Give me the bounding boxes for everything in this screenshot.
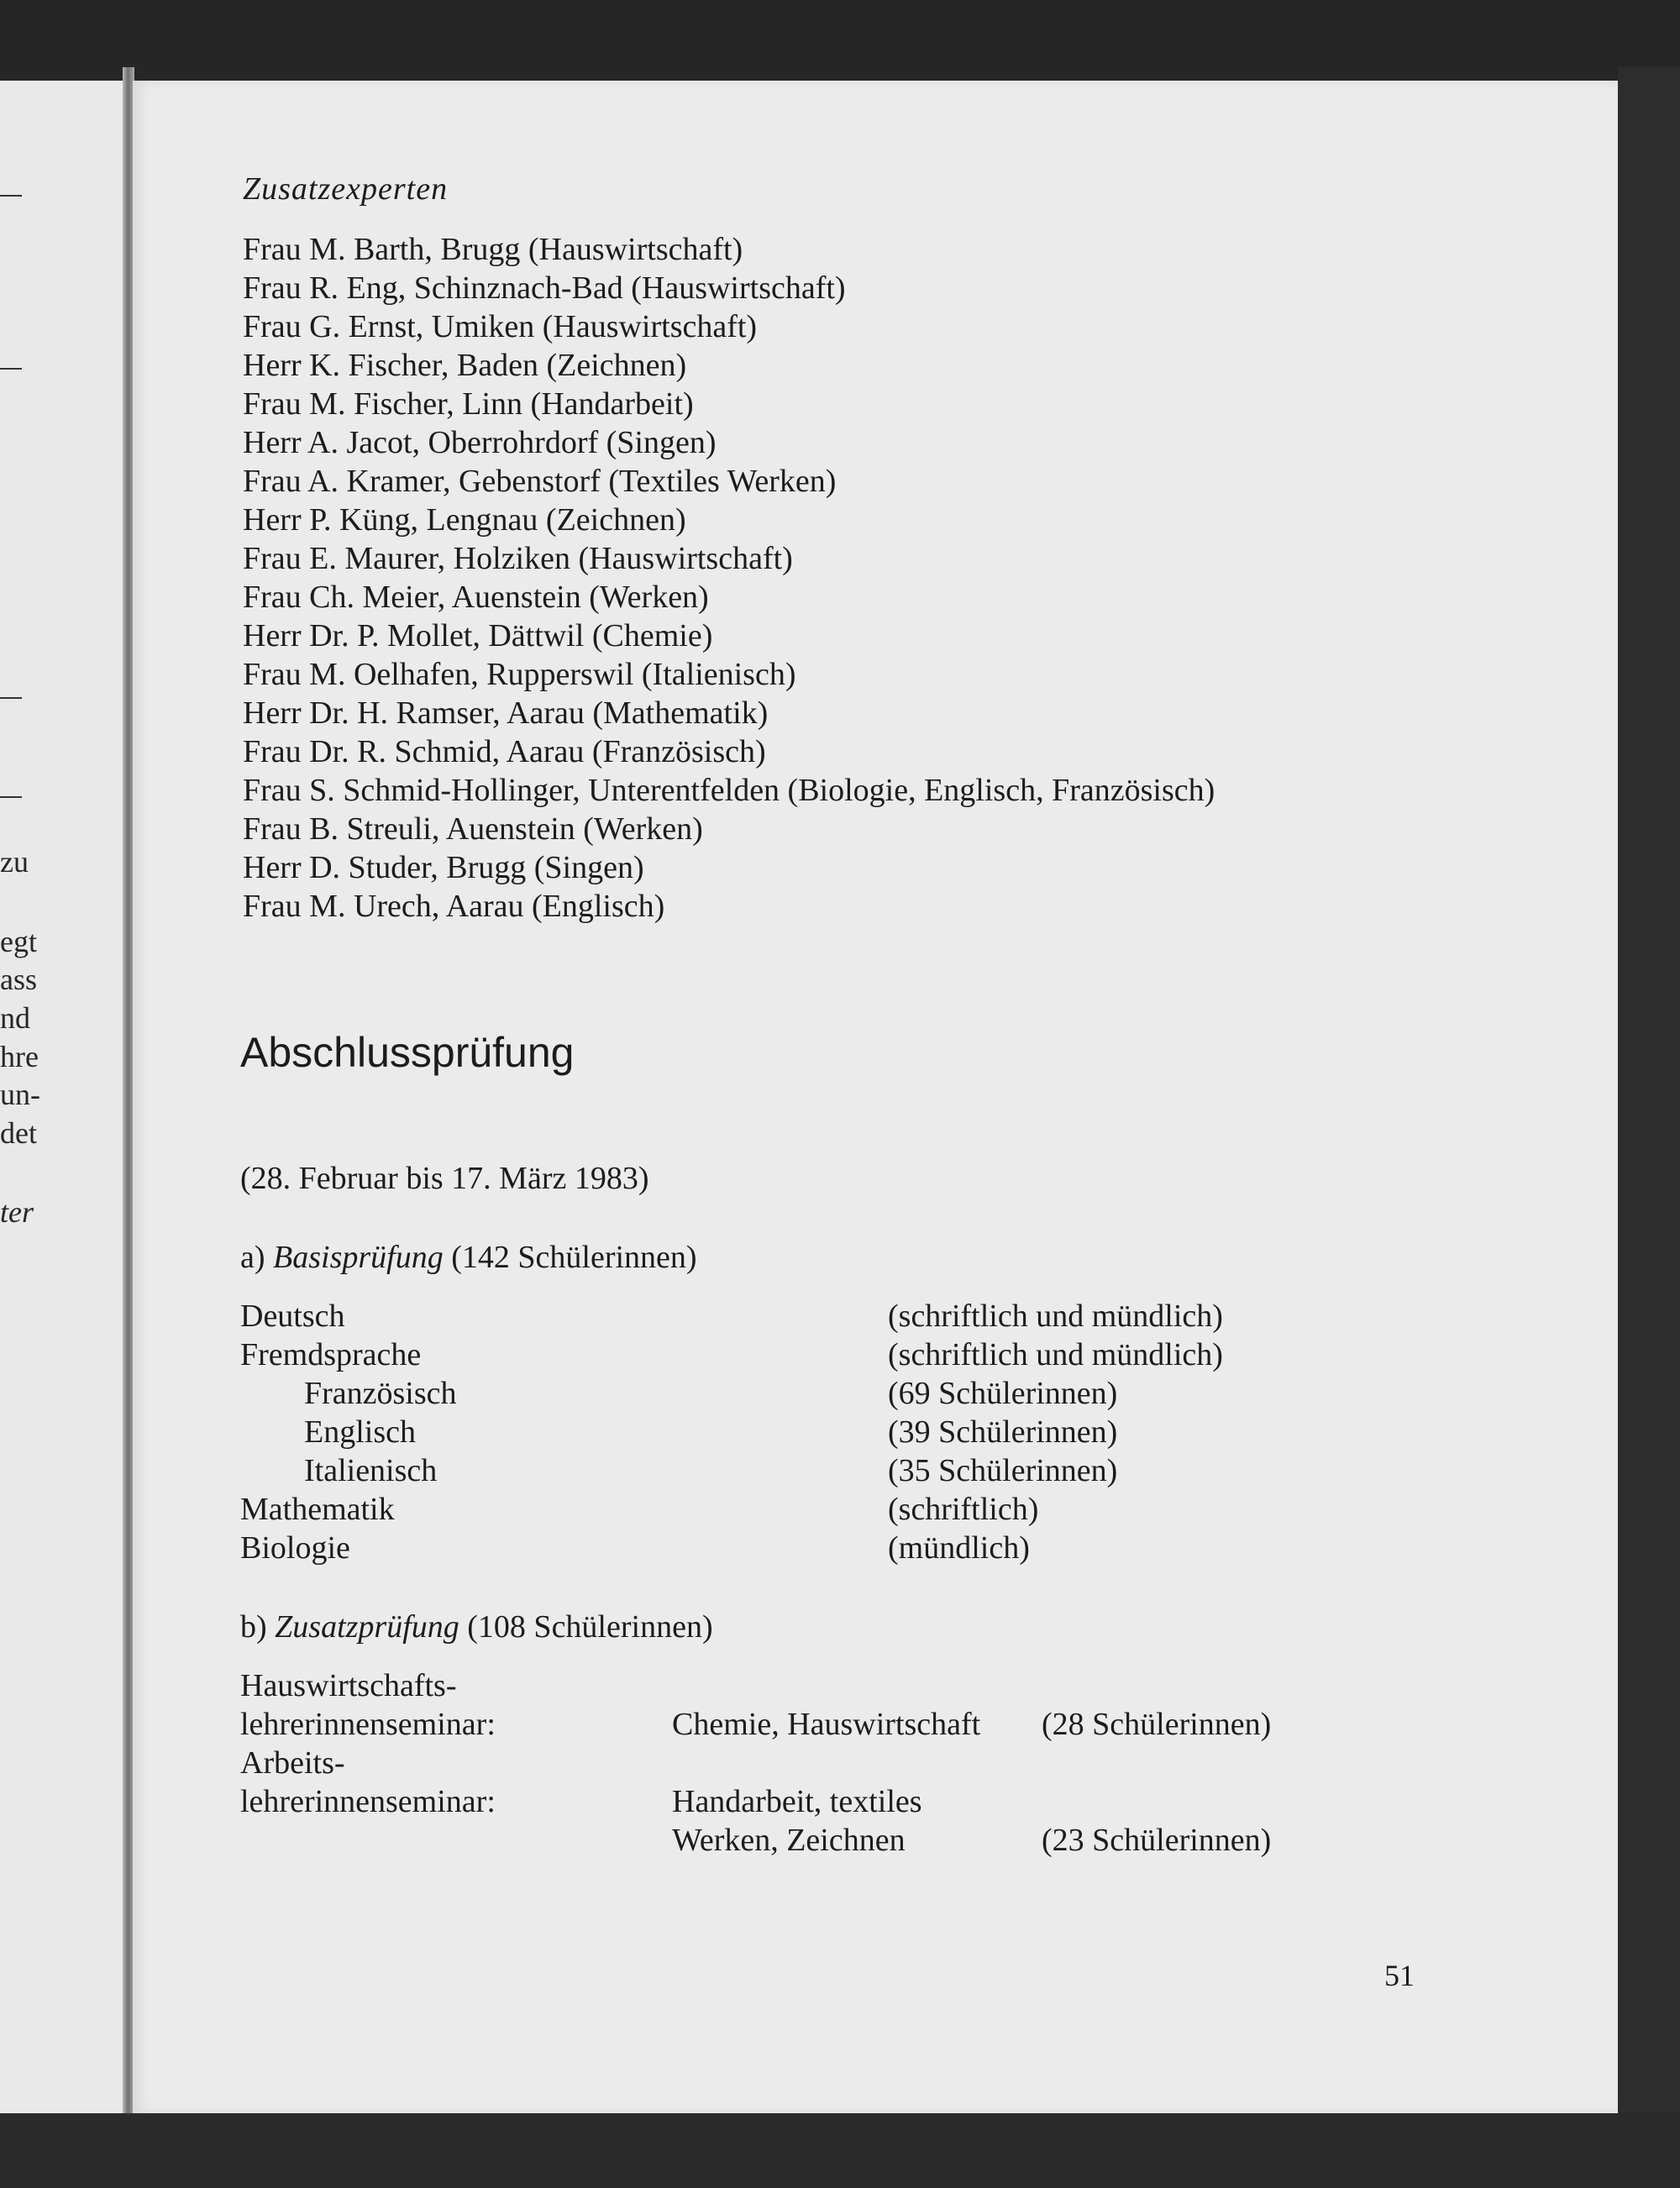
left-fragment: hre [0, 1040, 39, 1073]
left-fragment: ass [0, 963, 37, 996]
basis-subject: Biologie [240, 1530, 350, 1566]
scan-top-border [0, 0, 1680, 81]
basis-note: (39 Schülerinnen) [888, 1414, 1118, 1450]
expert-item: Herr D. Studer, Brugg (Singen) [243, 850, 644, 885]
seminar-name: Hauswirtschafts- [240, 1668, 457, 1703]
expert-item: Frau E. Maurer, Holziken (Hauswirtschaft) [243, 541, 793, 576]
basis-note: (35 Schülerinnen) [888, 1453, 1118, 1488]
expert-item: Frau M. Urech, Aarau (Englisch) [243, 889, 665, 924]
basis-note: (schriftlich) [888, 1492, 1039, 1527]
expert-item: Frau Ch. Meier, Auenstein (Werken) [243, 580, 709, 615]
basis-prefix: a) [240, 1240, 265, 1275]
expert-item: Frau R. Eng, Schinznach-Bad (Hauswirtschaft) [243, 270, 846, 306]
basis-subject: Italienisch [304, 1453, 438, 1488]
basis-subject: Mathematik [240, 1492, 395, 1527]
seminar-subjects: Werken, Zeichnen [672, 1823, 906, 1858]
expert-item: Herr P. Küng, Lengnau (Zeichnen) [243, 502, 686, 538]
expert-item: Frau M. Oelhafen, Rupperswil (Italienisch) [243, 657, 796, 692]
expert-item: Frau M. Fischer, Linn (Handarbeit) [243, 386, 694, 422]
left-fragment: zu [0, 845, 29, 879]
expert-item: Frau M. Barth, Brugg (Hauswirtschaft) [243, 232, 743, 267]
seminar-name: lehrerinnenseminar: [240, 1784, 496, 1819]
seminar-name: lehrerinnenseminar: [240, 1707, 496, 1742]
zusatz-heading [240, 1611, 713, 1643]
seminar-count: (28 Schülerinnen) [1042, 1707, 1272, 1742]
scan-bottom-border [0, 2113, 1680, 2188]
page-number: 51 [1384, 1959, 1415, 1992]
basis-heading [240, 1241, 697, 1273]
seminar-name: Arbeits- [240, 1745, 345, 1781]
seminar-count: (23 Schülerinnen) [1042, 1823, 1272, 1858]
expert-item: Herr K. Fischer, Baden (Zeichnen) [243, 348, 687, 383]
expert-item: Frau S. Schmid-Hollinger, Unterentfelden (Biologie, Englisch, Französisch) [243, 773, 1215, 808]
zusatz-count: (108 Schülerinnen) [467, 1609, 713, 1645]
left-fragment: det [0, 1116, 37, 1150]
basis-note: (schriftlich und mündlich) [888, 1299, 1223, 1334]
zusatz-name: Zusatzprüfung [275, 1609, 459, 1645]
basis-note: (69 Schülerinnen) [888, 1376, 1118, 1411]
basis-subject: Fremdsprache [240, 1337, 422, 1372]
left-page-dash [0, 796, 22, 798]
basis-note: (mündlich) [888, 1530, 1030, 1566]
expert-item: Frau Dr. R. Schmid, Aarau (Französisch) [243, 734, 766, 769]
basis-subject: Deutsch [240, 1299, 345, 1334]
basis-count: (142 Schülerinnen) [451, 1240, 697, 1275]
seminar-subjects: Handarbeit, textiles [672, 1784, 922, 1819]
left-page-dash [0, 368, 22, 370]
basis-subject: Englisch [304, 1414, 416, 1450]
basis-subject: Französisch [304, 1376, 457, 1411]
expert-item: Herr A. Jacot, Oberrohrdorf (Singen) [243, 425, 717, 460]
exam-title: Abschlussprüfung [240, 1029, 575, 1076]
expert-item: Herr Dr. H. Ramser, Aarau (Mathematik) [243, 695, 769, 731]
left-fragment: ter [0, 1195, 34, 1229]
basis-name: Basisprüfung [273, 1240, 444, 1275]
zusatz-prefix: b) [240, 1609, 267, 1645]
basis-note: (schriftlich und mündlich) [888, 1337, 1223, 1372]
left-fragment: nd [0, 1001, 30, 1035]
exam-dates: (28. Februar bis 17. März 1983) [240, 1161, 649, 1196]
seminar-subjects: Chemie, Hauswirtschaft [672, 1707, 981, 1742]
left-page-dash [0, 697, 22, 699]
expert-item: Frau A. Kramer, Gebenstorf (Textiles Werken) [243, 464, 837, 499]
left-fragment: un- [0, 1078, 40, 1111]
left-fragment: egt [0, 925, 37, 958]
expert-item: Frau B. Streuli, Auenstein (Werken) [243, 811, 703, 847]
left-page-dash [0, 195, 22, 197]
expert-item: Frau G. Ernst, Umiken (Hauswirtschaft) [243, 309, 758, 344]
experts-heading: Zusatzexperten [243, 171, 449, 207]
scan-right-border [1618, 67, 1680, 2188]
expert-item: Herr Dr. P. Mollet, Dättwil (Chemie) [243, 618, 713, 653]
